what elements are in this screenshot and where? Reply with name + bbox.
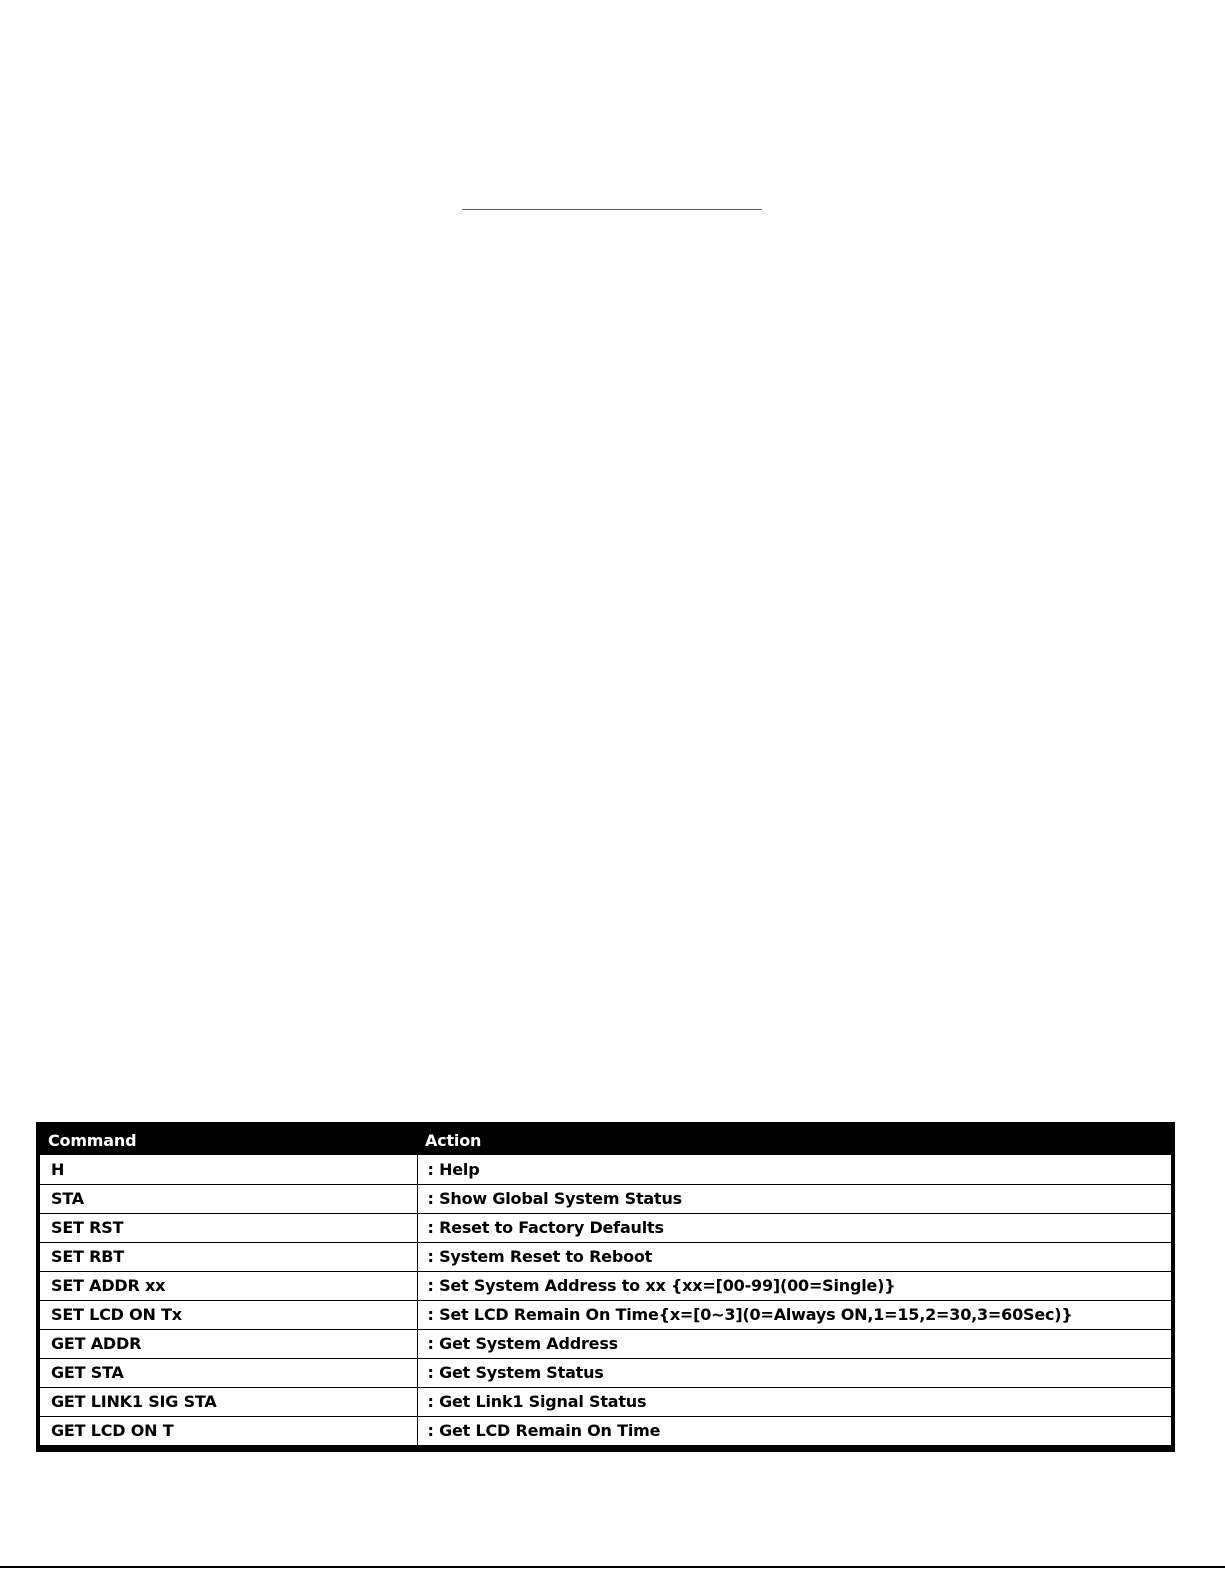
column-header-action: Action	[417, 1122, 1171, 1155]
command-table-frame	[36, 1122, 1175, 1452]
column-header-command: Command	[40, 1122, 417, 1155]
table-row	[40, 1416, 1171, 1445]
table-row	[40, 1387, 1171, 1416]
table-row	[40, 1358, 1171, 1387]
table-row	[40, 1300, 1171, 1329]
table-row	[40, 1155, 1171, 1184]
action-cell: : Help	[417, 1155, 1171, 1184]
action-cell: : Get LCD Remain On Time	[417, 1416, 1171, 1445]
command-cell: GET LCD ON T	[40, 1416, 417, 1445]
command-cell: GET LINK1 SIG STA	[40, 1387, 417, 1416]
command-cell: SET RBT	[40, 1242, 417, 1271]
command-cell: SET ADDR xx	[40, 1271, 417, 1300]
table-header-row	[40, 1122, 1171, 1155]
command-table	[40, 1122, 1171, 1445]
action-cell: : Set System Address to xx {xx=[00-99](00=Single)}	[417, 1271, 1171, 1300]
command-cell: SET RST	[40, 1213, 417, 1242]
action-cell: : Get System Address	[417, 1329, 1171, 1358]
table-row	[40, 1213, 1171, 1242]
action-cell: : Reset to Factory Defaults	[417, 1213, 1171, 1242]
page-footer-rule	[0, 1566, 1225, 1568]
action-cell: : Get Link1 Signal Status	[417, 1387, 1171, 1416]
table-row	[40, 1271, 1171, 1300]
command-cell: GET STA	[40, 1358, 417, 1387]
action-cell: : Get System Status	[417, 1358, 1171, 1387]
command-cell: H	[40, 1155, 417, 1184]
action-cell: : Show Global System Status	[417, 1184, 1171, 1213]
table-row	[40, 1242, 1171, 1271]
command-cell: STA	[40, 1184, 417, 1213]
command-cell: SET LCD ON Tx	[40, 1300, 417, 1329]
hyperlink-underline[interactable]	[462, 209, 762, 210]
table-row	[40, 1184, 1171, 1213]
command-cell: GET ADDR	[40, 1329, 417, 1358]
action-cell: : Set LCD Remain On Time{x=[0~3](0=Always ON,1=15,2=30,3=60Sec)}	[417, 1300, 1171, 1329]
action-cell: : System Reset to Reboot	[417, 1242, 1171, 1271]
table-row	[40, 1329, 1171, 1358]
